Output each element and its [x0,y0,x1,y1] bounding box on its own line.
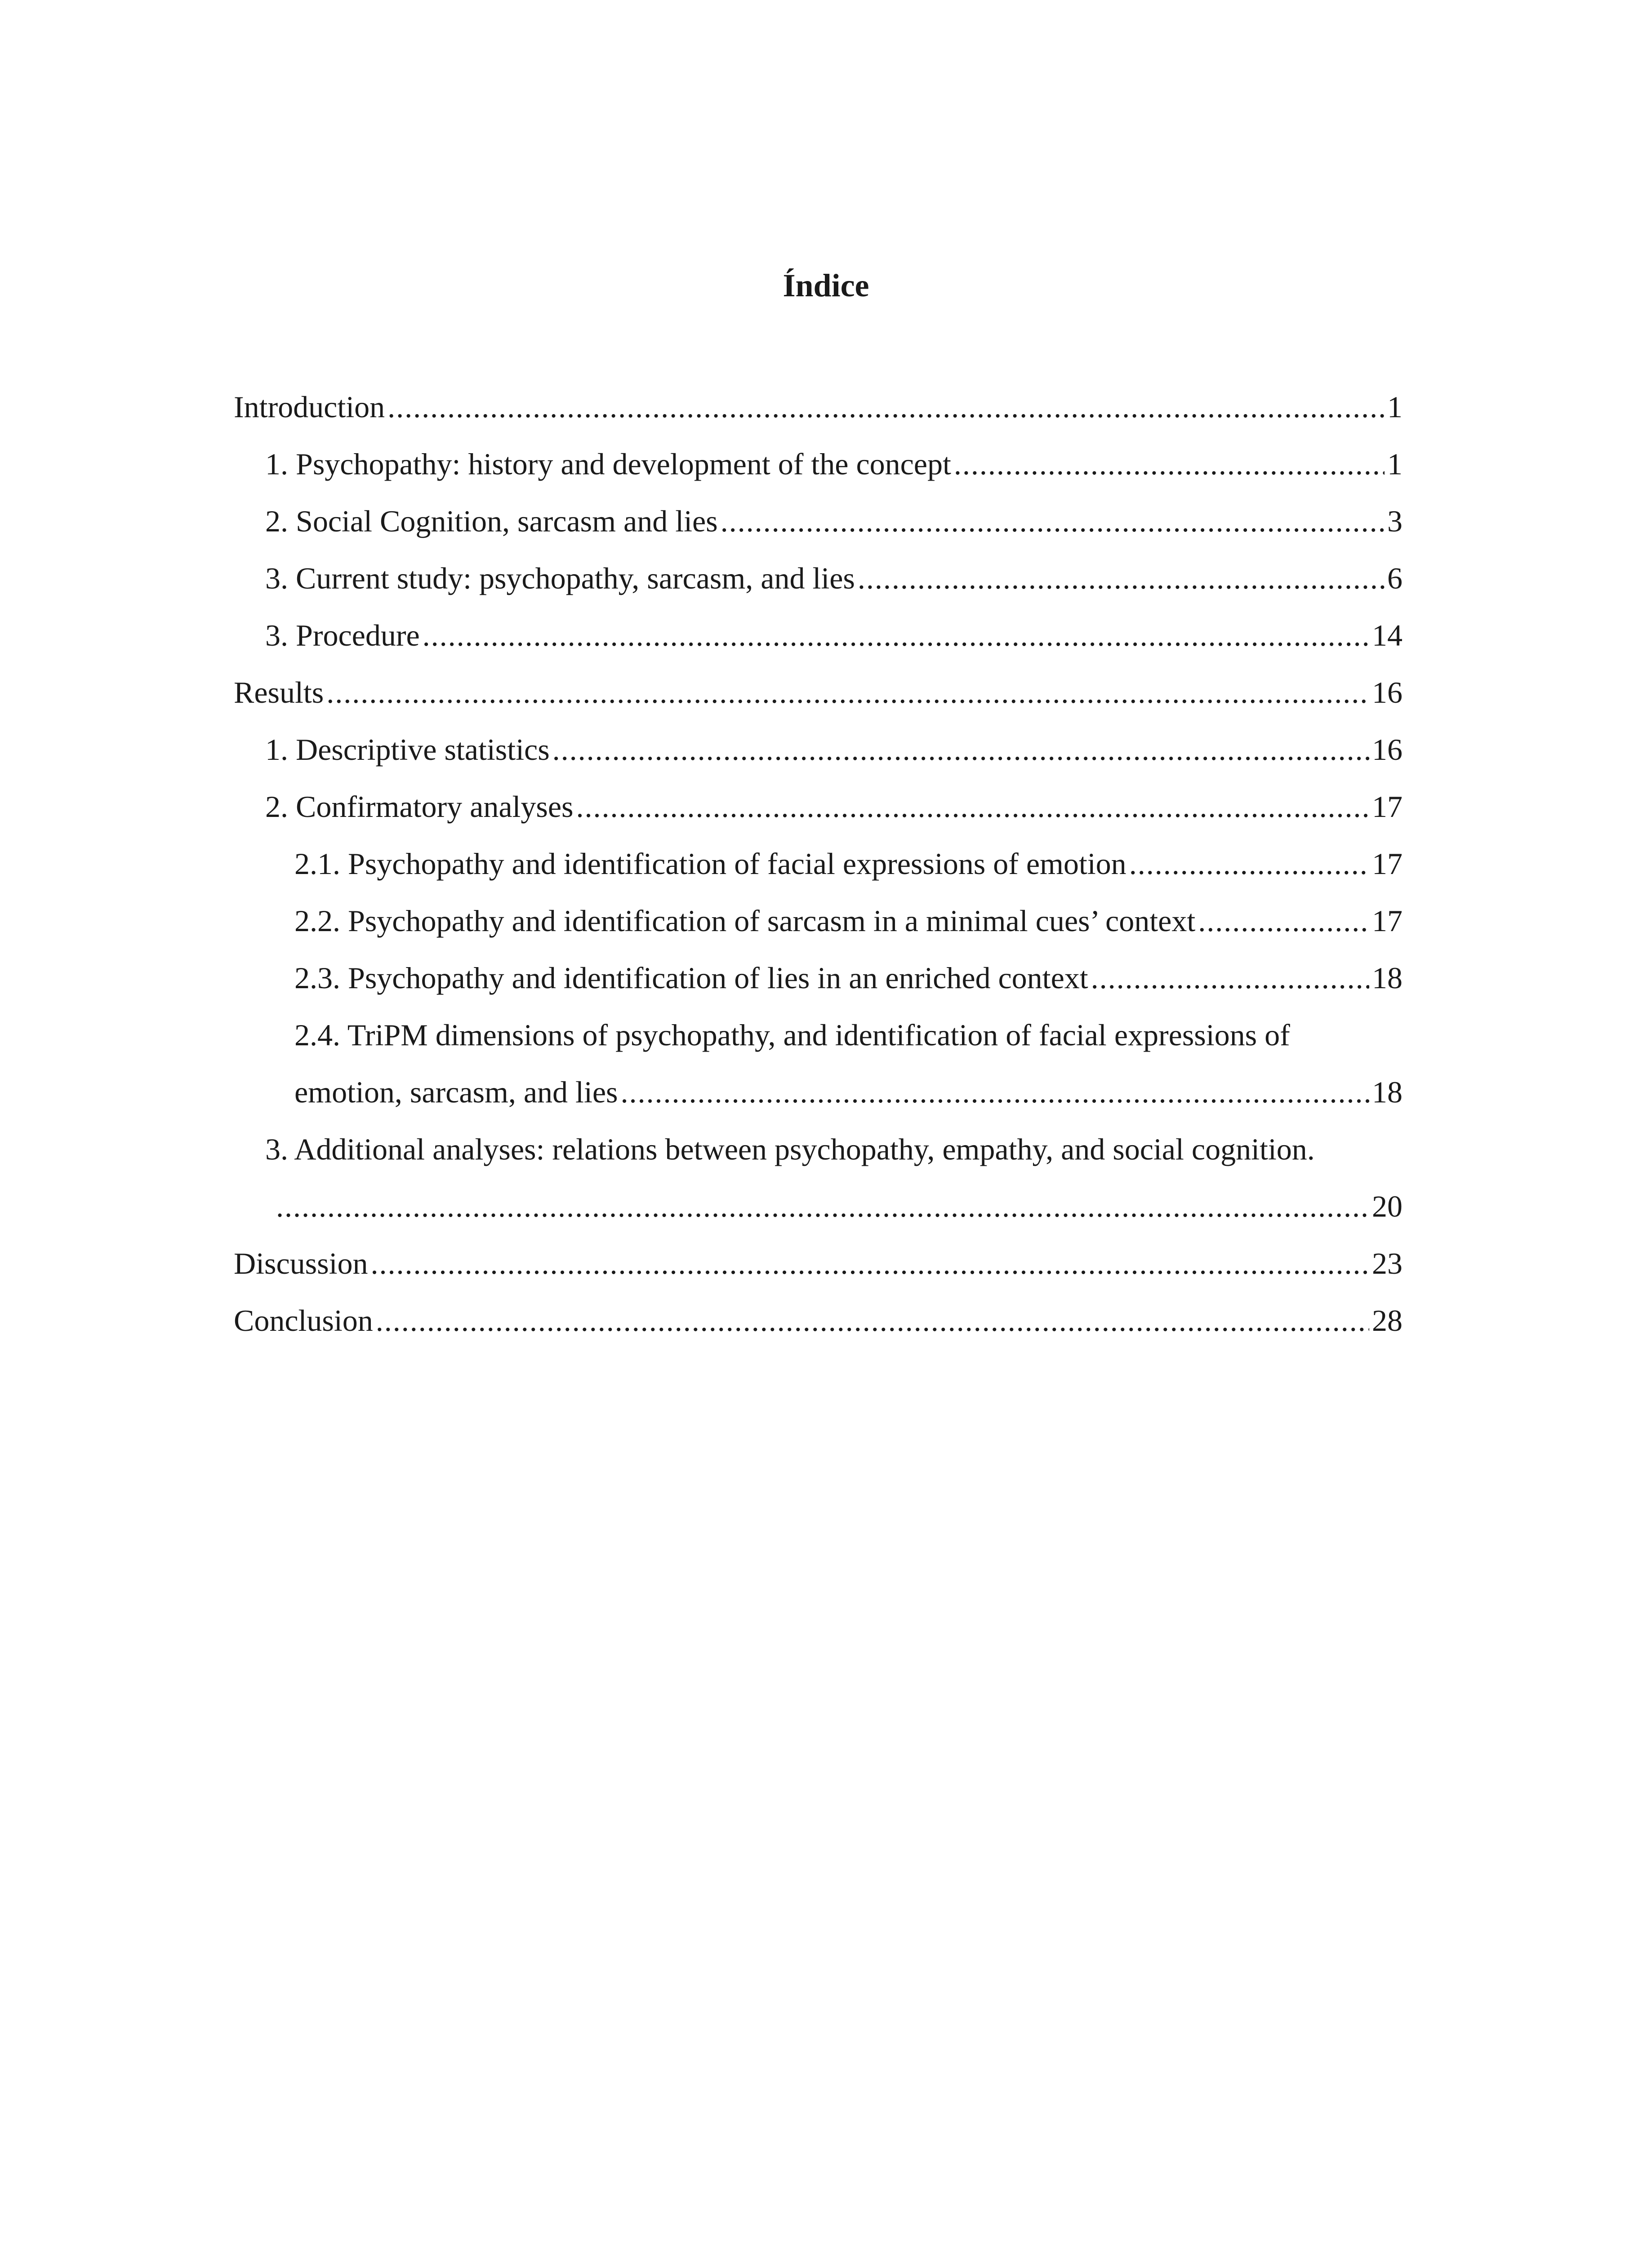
toc-entry-confirmatory-analyses[interactable] [265,784,1403,829]
page-title: Índice [783,268,869,303]
toc-page-number: 17 [1372,789,1403,824]
toc-entry-label: 3. Procedure [265,618,420,652]
toc-entry-discussion[interactable] [234,1241,1403,1286]
toc-entry-introduction[interactable] [234,384,1403,429]
dot-leader [1198,898,1369,943]
dot-leader [387,384,1385,429]
toc-entry-label: Introduction [234,390,385,424]
toc-page-number: 1 [1387,447,1403,481]
dot-leader [326,670,1369,715]
toc-entry-procedure[interactable] [265,613,1403,658]
toc-entry-conclusion[interactable] [234,1298,1403,1343]
toc-entry-label: 1. Psychopathy: history and development of the concept [265,447,951,481]
dot-leader [1129,841,1369,886]
toc-page-number: 6 [1387,561,1403,595]
dot-leader [552,727,1369,772]
toc-entry-label: 3. Current study: psychopathy, sarcasm, and lies [265,561,855,595]
dot-leader [1091,955,1369,1000]
toc-entry-results[interactable] [234,670,1403,715]
dot-leader [370,1241,1369,1286]
dot-leader [576,784,1369,829]
toc-entry-tripm[interactable] [294,1070,1403,1115]
toc-entry-facial-expressions[interactable] [294,841,1403,886]
toc-page-number: 3 [1387,504,1403,538]
toc-entry-label: 2. Social Cognition, sarcasm and lies [265,504,718,538]
toc-page-number: 23 [1372,1246,1403,1280]
toc-entry-label: 2. Confirmatory analyses [265,789,574,824]
toc-entry-sarcasm[interactable] [294,898,1403,943]
toc-page-number: 18 [1372,1075,1403,1109]
dot-leader [276,1184,1369,1229]
toc-entry-label: 2.3. Psychopathy and identification of lies in an enriched context [294,961,1088,995]
toc-page-number: 18 [1372,961,1403,995]
dot-leader [620,1070,1369,1115]
toc-entry-label: 2.1. Psychopathy and identification of facial expressions of emotion [294,847,1127,881]
toc-entry-current-study[interactable] [265,556,1403,601]
toc-entry-additional-analyses[interactable] [273,1184,1403,1229]
toc-page-number: 16 [1372,732,1403,767]
dot-leader [954,442,1385,486]
toc-entry-lies[interactable] [294,955,1403,1000]
toc-entry-label: Results [234,675,324,709]
toc-entry-label: emotion, sarcasm, and lies [294,1075,618,1109]
toc-page-number: 1 [1387,390,1403,424]
toc-entry-social-cognition[interactable] [265,499,1403,544]
toc-entry-label: 2.2. Psychopathy and identification of sarcasm in a minimal cues’ context [294,904,1196,938]
toc-page-number: 16 [1372,675,1403,709]
toc-page-number: 28 [1372,1303,1403,1338]
toc-page-number: 17 [1372,847,1403,881]
toc-entry-additional-analyses-line1[interactable]: 3. Additional analyses: relations between psychopathy, empathy, and social cognition. [265,1132,1315,1166]
toc-page-number: 14 [1372,618,1403,652]
toc-entry-label: Conclusion [234,1303,373,1338]
toc-entry-label: 1. Descriptive statistics [265,732,550,767]
toc-entry-label: Discussion [234,1246,368,1280]
dot-leader [721,499,1385,544]
toc-entry-tripm-line1[interactable]: 2.4. TriPM dimensions of psychopathy, and identification of facial expressions of [294,1018,1290,1052]
toc-entry-descriptive-statistics[interactable] [265,727,1403,772]
toc-page-number: 20 [1372,1189,1403,1223]
dot-leader [858,556,1385,601]
toc-page-number: 17 [1372,904,1403,938]
dot-leader [423,613,1369,658]
dot-leader [376,1298,1369,1343]
toc-entry-psychopathy-history[interactable] [265,442,1403,486]
